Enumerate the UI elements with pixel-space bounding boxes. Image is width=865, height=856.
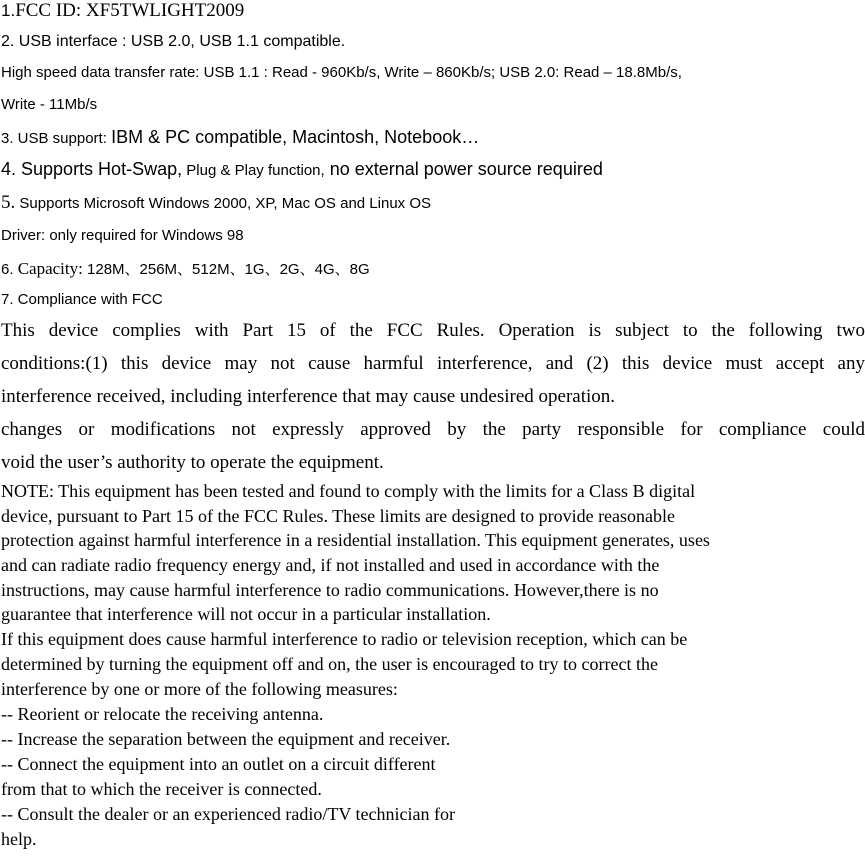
fcc-statement-line-3: interference received, including interference that may cause undesired operation.	[1, 386, 616, 407]
measure-consult-line-2: help.	[1, 829, 37, 849]
hotswap-number: 4.	[1, 159, 22, 179]
transfer-rate-line-1: High speed data transfer rate: USB 1.1 : Read - 960Kb/s, Write – 860Kb/s; USB 2.0: Read – 18.8Mb/s,	[1, 64, 682, 81]
note-line-5: instructions, may cause harmful interference to radio communications. However,there is no	[1, 580, 659, 600]
os-support-line	[1, 192, 431, 214]
fcc-statement-line-1: This device complies with Part 15 of the FCC Rules. Operation is subject to the following two	[1, 320, 865, 341]
transfer-rate-line-2: Write - 11Mb/s	[1, 96, 98, 113]
no-power-text: no external power source required	[324, 159, 603, 179]
usb-support-text: IBM & PC compatible, Macintosh, Notebook…	[111, 127, 480, 147]
note-line-1: NOTE: This equipment has been tested and found to comply with the limits for a Class B digital	[1, 481, 696, 501]
capacity-label: Capacity:	[17, 259, 83, 278]
modifications-line-2: void the user’s authority to operate the equipment.	[1, 452, 384, 473]
note-line-6: guarantee that interference will not occur in a particular installation.	[1, 604, 491, 624]
interference-line-1: If this equipment does cause harmful interference to radio or television reception, which can be	[1, 629, 688, 649]
note-line-4: and can radiate radio frequency energy and, if not installed and used in accordance with the	[1, 555, 660, 575]
fcc-id-number: 1.	[1, 1, 16, 20]
note-line-2: device, pursuant to Part 15 of the FCC Rules. These limits are designed to provide reasonable	[1, 506, 676, 526]
os-support-number: 5.	[1, 192, 16, 213]
fcc-id-line	[1, 0, 244, 22]
usb-interface-line: 2. USB interface : USB 2.0, USB 1.1 compatible.	[1, 33, 346, 50]
fcc-statement-line-2: conditions:(1) this device may not cause harmful interference, and (2) this device must accept any	[1, 353, 865, 374]
capacity-line	[1, 258, 370, 279]
note-line-3: protection against harmful interference in a residential installation. This equipment generates, uses	[1, 530, 710, 550]
measure-consult-line-1: -- Consult the dealer or an experienced radio/TV technician for	[1, 804, 455, 824]
measure-separation: -- Increase the separation between the equipment and receiver.	[1, 729, 451, 749]
modifications-line-1: changes or modifications not expressly approved by the party responsible for compliance could	[1, 419, 865, 440]
os-support-text: Supports Microsoft Windows 2000, XP, Mac OS and Linux OS	[15, 195, 432, 212]
interference-line-3: interference by one or more of the following measures:	[1, 679, 398, 699]
driver-line: Driver: only required for Windows 98	[1, 227, 244, 244]
usb-support-line	[1, 127, 479, 148]
interference-line-2: determined by turning the equipment off and on, the user is encouraged to try to correct the	[1, 654, 658, 674]
measure-outlet-line-1: -- Connect the equipment into an outlet on a circuit different	[1, 754, 436, 774]
hotswap-text: Supports Hot-Swap,	[21, 159, 183, 179]
capacity-number: 6.	[1, 261, 18, 278]
plug-play-text: Plug & Play function,	[182, 162, 325, 179]
usb-support-label: 3. USB support:	[1, 130, 112, 147]
fcc-id-text: FCC ID: XF5TWLIGHT2009	[15, 0, 245, 21]
hotswap-line	[1, 159, 603, 180]
capacity-values: 128M、256M、512M、1G、2G、4G、8G	[82, 261, 370, 278]
measure-outlet-line-2: from that to which the receiver is connected.	[1, 779, 322, 799]
measure-reorient: -- Reorient or relocate the receiving antenna.	[1, 704, 324, 724]
compliance-heading: 7. Compliance with FCC	[1, 291, 163, 308]
